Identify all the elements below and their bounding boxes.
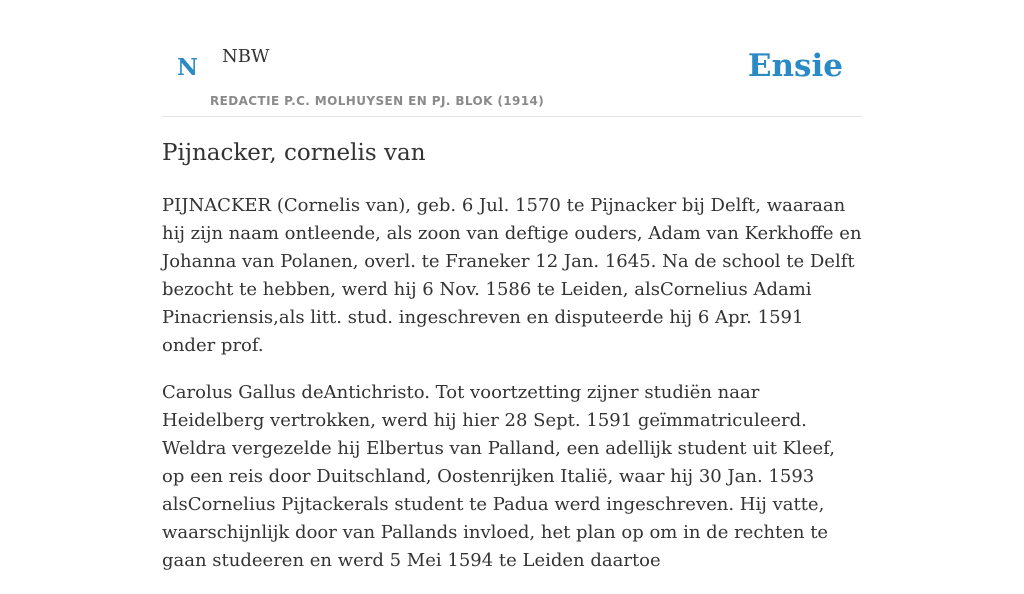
brand-logo-link[interactable]: Ensie — [747, 48, 843, 84]
source-logo-link[interactable]: N — [177, 54, 199, 81]
site-header — [162, 0, 862, 117]
article-title: Pijnacker, cornelis van — [162, 140, 426, 166]
source-title: NBW — [222, 46, 270, 67]
source-editors: REDACTIE P.C. MOLHUYSEN EN PJ. BLOK (1914) — [210, 94, 545, 108]
article-body — [162, 192, 862, 594]
article-paragraph: PIJNACKER (Cornelis van), geb. 6 Jul. 1570 te Pijnacker bij Delft, waaraan hij zijn naam ontleende, als zoon van deftige ouders, Adam van Kerkhoffe en Johanna van Polanen, overl. te Franeker 12 Jan. 1645. Na de school te Delft bezocht te hebben, werd hij 6 Nov. 1586 te Leiden, alsCornelius Adami Pinacriensis,als litt. stud. ingeschreven en disputeerde hij 6 Apr. 1591 onder prof. — [162, 195, 862, 356]
article-paragraph: Carolus Gallus deAntichristo. Tot voortzetting zijner studiën naar Heidelberg vertrokken, werd hij hier 28 Sept. 1591 geïmmatriculeerd. Weldra vergezelde hij Elbertus van Palland, een adellijk student uit Kleef, op een reis door Duitschland, Oostenrijken Italië, waar hij 30 Jan. 1593 alsCornelius Pijtackerals student te Padua werd ingeschreven. Hij vatte, waarschijnlijk door van Pallands invloed, het plan op om in de rechten te gaan studeeren en werd 5 Mei 1594 te Leiden daartoe — [162, 382, 835, 571]
